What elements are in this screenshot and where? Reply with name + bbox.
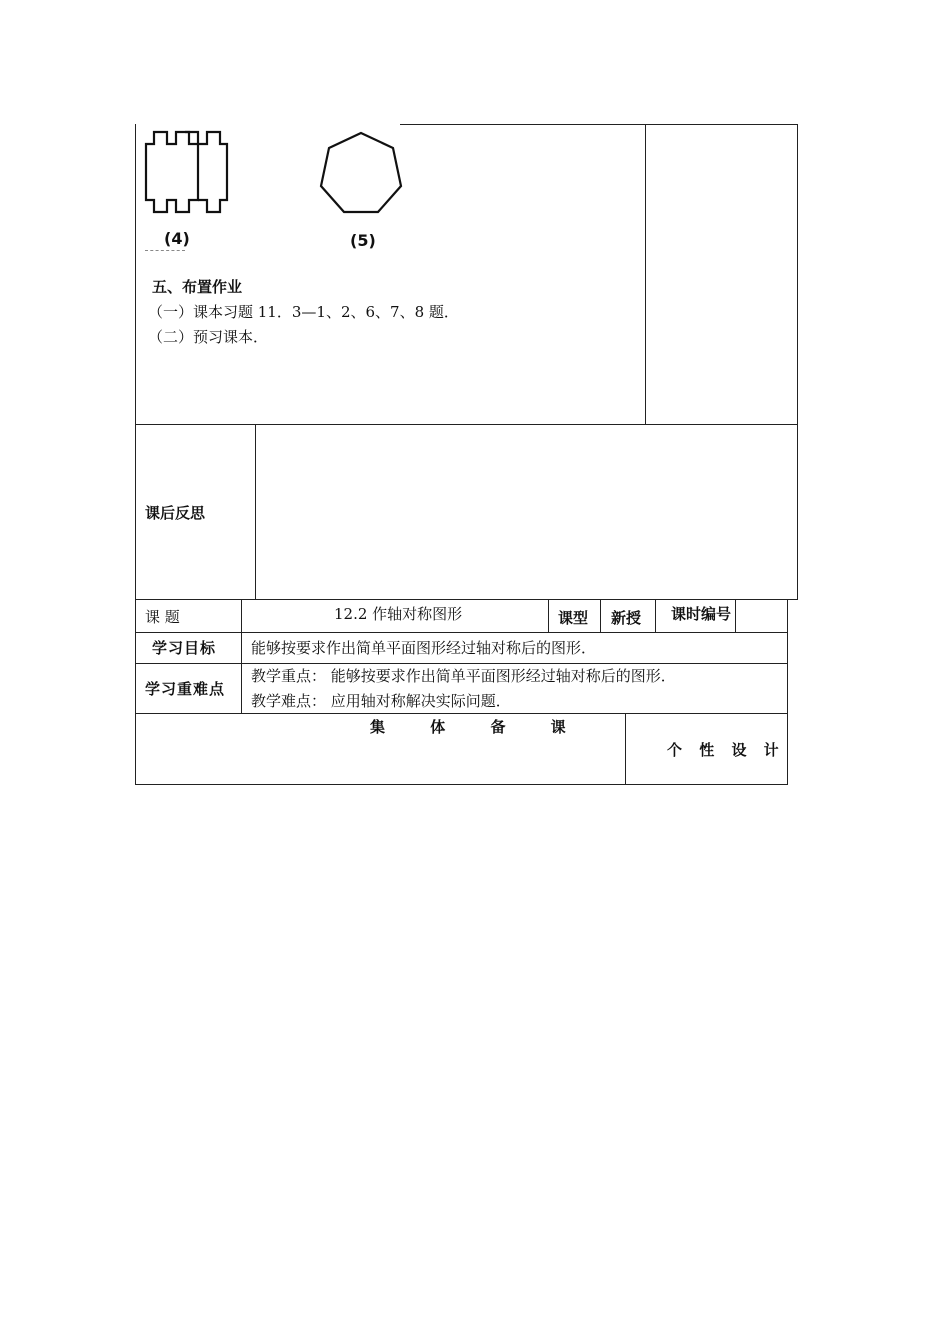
upper-table-left-border bbox=[135, 124, 136, 600]
objective-value: 能够按要求作出简单平面图形经过轴对称后的图形． bbox=[251, 639, 597, 657]
period-label-clip bbox=[656, 601, 734, 632]
group-prep-header: 集 体 备 课 bbox=[370, 718, 586, 736]
lesson-table-label-col bbox=[241, 600, 242, 714]
lesson-table-line-row2 bbox=[135, 663, 788, 664]
lesson-table-col-period-value bbox=[735, 600, 736, 633]
reflection-label: 课后反思 bbox=[145, 504, 206, 522]
lesson-table-line-row1 bbox=[135, 632, 788, 633]
upper-table-row-divider bbox=[135, 424, 798, 425]
lesson-table-col-type-label bbox=[548, 600, 549, 633]
keypoint-value: 教学重点： 能够按要求作出简单平面图形经过轴对称后的图形． bbox=[251, 667, 676, 685]
period-label: 课时编号 bbox=[671, 605, 732, 623]
upper-table-column-divider bbox=[645, 124, 646, 424]
homework-heading: 五、布置作业 bbox=[152, 278, 243, 296]
topic-label: 课 题 bbox=[145, 608, 180, 626]
figure-4-label: (4) bbox=[164, 229, 190, 248]
keypoints-label: 学习重难点 bbox=[145, 680, 226, 698]
upper-table-right-border bbox=[797, 124, 798, 600]
figure-5-label: (5) bbox=[350, 231, 376, 250]
topic-value: 12.2 作轴对称图形 bbox=[334, 605, 463, 623]
upper-table-bottom-border bbox=[135, 599, 798, 600]
figure-5-heptagon bbox=[315, 128, 407, 218]
figure-4-dotted-underline bbox=[145, 250, 185, 251]
homework-item-2: （二）预习课本． bbox=[148, 328, 269, 346]
lesson-table-line-row3 bbox=[135, 713, 788, 714]
lesson-table-line-bottom bbox=[135, 784, 788, 785]
lesson-table-right bbox=[787, 600, 788, 785]
personal-design-header: 个 性 设 计 bbox=[667, 741, 785, 759]
homework-item-1: （一）课本习题 11．3—1、2、6、7、8 题． bbox=[148, 303, 459, 321]
objective-label: 学习目标 bbox=[152, 639, 217, 657]
type-value: 新授 bbox=[611, 609, 642, 627]
upper-table-top-border bbox=[400, 124, 798, 125]
lesson-table-col-type-value bbox=[600, 600, 601, 633]
type-label: 课型 bbox=[558, 609, 589, 627]
reflection-column-divider bbox=[255, 424, 256, 600]
figure-4-shape bbox=[140, 128, 235, 218]
difficulty-value: 教学难点： 应用轴对称解决实际问题． bbox=[251, 692, 511, 710]
lesson-table-col-personal bbox=[625, 713, 626, 785]
lesson-table-left bbox=[135, 600, 136, 785]
